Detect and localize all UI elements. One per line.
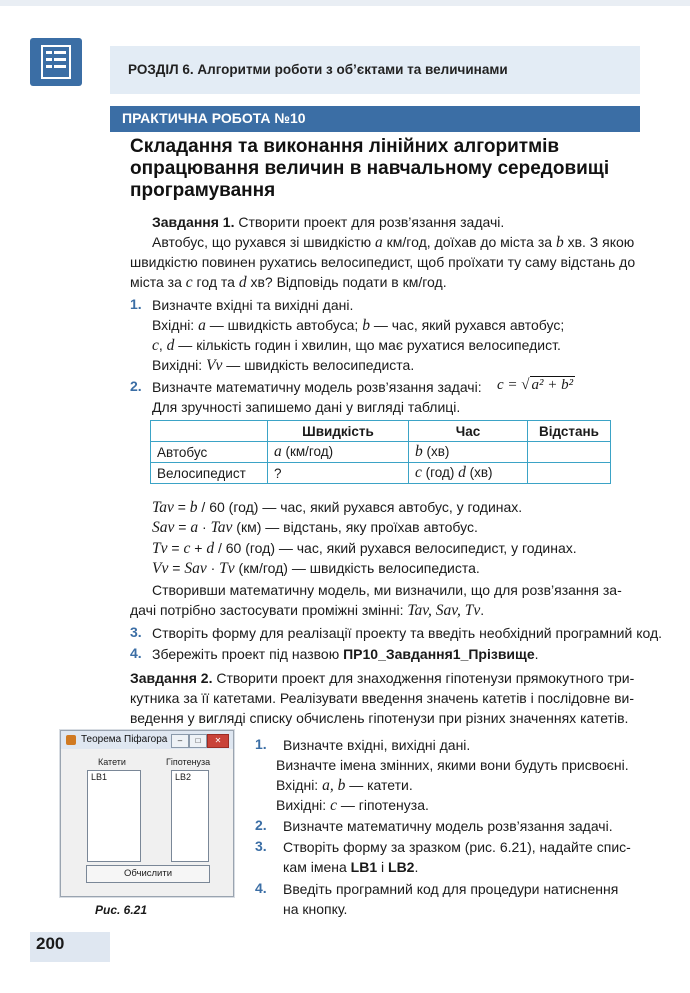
step-number: 4. [255,880,267,896]
outputs-line: Вихідні: Vv — швидкість велосипедиста. [152,357,415,374]
table-header: Відстань [528,421,611,442]
table-header: Швидкість [268,421,409,442]
t2-step1-text: Визначте вхідні, вихідні дані. [283,737,471,753]
app-icon [66,735,76,745]
t2-step1-sub2: Вхідні: a, b — катети. [276,777,413,794]
t2-step1-sub1: Визначте імена змінних, якими вони будуть присвоєні. [276,757,629,773]
chapter-icon [30,38,82,86]
equation-4: Vv = Sav · Tv (км/год) — швидкість велосипедиста. [152,560,480,577]
listbox-lb1[interactable] [87,770,141,862]
t2-step4-text: Введіть програмний код для процедури натиснення [283,881,619,897]
table-cell: c (год) d (хв) [409,463,528,484]
equation-1: Tav = b / 60 (год) — час, який рухався автобус, у годинах. [152,499,523,516]
task1-line2: швидкістю повинен рухатись велосипедист, щоб проїхати ту саму відстань до [130,254,636,270]
table-cell: ? [268,463,409,484]
inputs-line2: c, d — кількість годин і хвилин, що має рухатися велосипедист. [152,337,561,354]
t2-step4-cont: на кнопку. [283,901,348,917]
step-number: 2. [130,378,142,394]
top-strip [0,0,690,6]
pythagoras-form-window [60,730,234,897]
table-cell: a (км/год) [268,442,409,463]
table-cell: b (хв) [409,442,528,463]
task2-line1: Завдання 2. Створити проект для знаходження гіпотенузи прямокутного три- [130,670,635,686]
list-item: LB2 [175,772,192,782]
conclusion-line1: Створивши математичну модель, ми визначили, що для розв’язання за- [152,582,622,598]
hypotenuse-label: Гіпотенуза [166,757,211,767]
task2-line2: кутника за її катетами. Реалізувати введення значень катетів і послідовне ви- [130,690,634,706]
step-number: 3. [255,838,267,854]
table-cell: Автобус [151,442,268,463]
table-intro: Для зручності запишемо дані у вигляді таблиці. [152,399,461,415]
step4-text: Збережіть проект під назвою ПР10_Завдання1_Прізвище. [152,646,539,662]
step-number: 4. [130,645,142,661]
table-header-row [151,421,611,442]
conclusion-line2: дачі потрібно застосувати проміжні змінні: Tav, Sav, Tv. [130,602,485,619]
close-button[interactable]: ✕ [207,734,229,748]
form-title: Теорема Піфагора [81,734,168,745]
t2-step3-cont: кам імена LB1 і LB2. [283,859,419,875]
step-number: 2. [255,817,267,833]
table-row [151,442,611,463]
task1-line3: міста за c год та d хв? Відповідь подати в км/год. [130,274,447,291]
step-number: 1. [130,296,142,312]
section-title: РОЗДІЛ 6. Алгоритми роботи з об’єктами та величинами [128,62,508,77]
legs-label: Катети [98,757,126,767]
list-item: LB1 [91,772,108,782]
t2-step2-text: Визначте математичну модель розв’язання задачі. [283,818,613,834]
equation-3: Tv = c + d / 60 (год) — час, який рухався велосипедист, у годинах. [152,540,577,557]
step-number: 3. [130,624,142,640]
form-titlebar [61,731,233,749]
table-cell [528,463,611,484]
t2-step1-sub3: Вихідні: c — гіпотенуза. [276,797,429,814]
inputs-line1: Вхідні: a — швидкість автобуса; b — час, який рухався автобус; [152,317,565,334]
step3-text: Створіть форму для реалізації проекту та введіть необхідний програмний код. [152,625,663,641]
calculate-button[interactable]: Обчислити [86,865,210,883]
task1-line1: Автобус, що рухався зі швидкістю a км/год, доїхав до міста за b хв. З якою [152,234,635,251]
data-table [150,420,611,484]
table-header [151,421,268,442]
main-title: Складання та виконання лінійних алгоритмів опрацювання величин в навчальному середовищі програмування [130,136,610,201]
step1-text: Визначте вхідні та вихідні дані. [152,297,354,313]
table-cell: Велосипедист [151,463,268,484]
table-cell [528,442,611,463]
maximize-button[interactable]: □ [189,734,207,748]
t2-step3-text: Створіть форму за зразком (рис. 6.21), надайте спис- [283,839,631,855]
task2-line3: ведення у вигляді списку обчислень гіпотенузи при різних значеннях катетів. [130,710,629,726]
figure-caption: Рис. 6.21 [95,903,148,917]
pythagoras-formula: c = √ a² + b² [497,377,574,393]
practical-label: ПРАКТИЧНА РОБОТА №10 [122,110,306,126]
listbox-lb2[interactable] [171,770,209,862]
task1-intro: Завдання 1. Створити проект для розв’язання задачі. [152,214,505,230]
minimize-button[interactable]: – [171,734,189,748]
table-header: Час [409,421,528,442]
table-row [151,463,611,484]
page-number: 200 [36,934,65,953]
step-number: 1. [255,736,267,752]
step2-text: Визначте математичну модель розв’язання задачі: [152,379,482,395]
equation-2: Sav = a · Tav (км) — відстань, яку проїхав автобус. [152,519,478,536]
